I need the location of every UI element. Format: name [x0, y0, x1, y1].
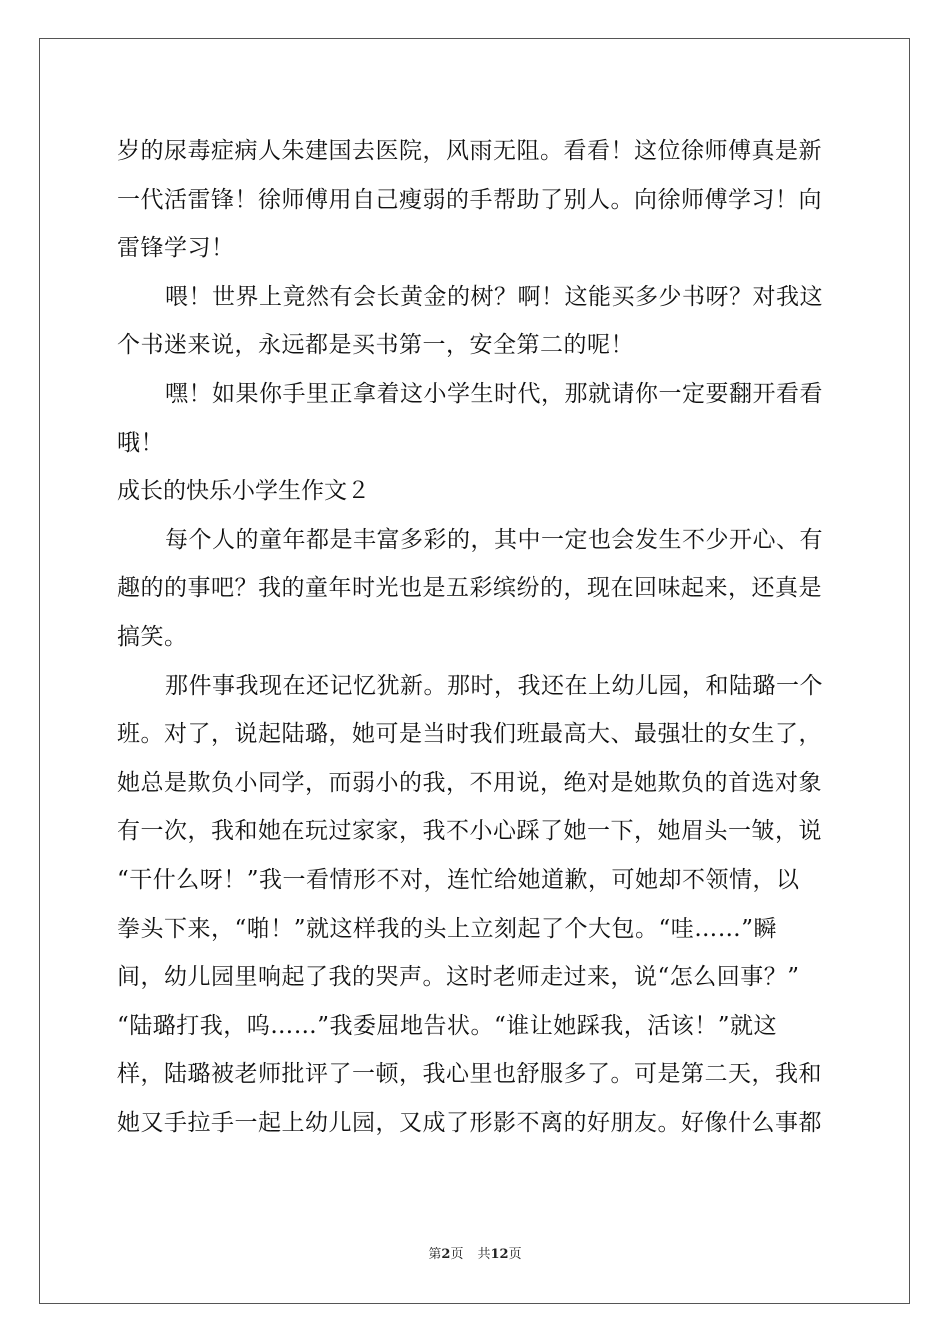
- current-page-number: 2: [441, 1247, 451, 1262]
- text-line: 个书迷来说，永远都是买书第一，安全第二的呢！: [117, 332, 634, 359]
- text-line: 雷锋学习！: [117, 235, 235, 262]
- page-number-unit: 页: [450, 1247, 464, 1262]
- text-line: 她总是欺负小同学，而弱小的我，不用说，绝对是她欺负的首选对象: [117, 769, 822, 796]
- paragraph-first-line: 每个人的童年都是丰富多彩的，其中一定也会发生不少开心、有: [165, 526, 823, 553]
- text-line: 岁的尿毒症病人朱建国去医院，风雨无阻。看看！这位徐师傅真是新: [117, 138, 822, 164]
- text-line: 班。对了，说起陆璐，她可是当时我们班最高大、最强壮的女生了，: [117, 721, 822, 748]
- page-number-prefix: 第: [428, 1247, 442, 1262]
- text-line: 趣的的事吧？我的童年时光也是五彩缤纷的，现在回味起来，还真是: [117, 575, 822, 602]
- paragraph-first-line: 嘿！如果你手里正拿着这小学生时代，那就请你一定要翻开看看: [165, 380, 823, 407]
- paragraph-first-line: 那件事我现在还记忆犹新。那时，我还在上幼儿园，和陆璐一个: [165, 672, 823, 699]
- text-line: 哦！: [117, 429, 164, 456]
- text-line: 间，幼儿园里响起了我的哭声。这时老师走过来，说“怎么回事？”: [117, 964, 800, 991]
- page-footer: [0, 1246, 950, 1264]
- text-line: “干什么呀！”我一看情形不对，连忙给她道歉，可她却不领情，以: [117, 866, 800, 893]
- text-line: 拳头下来，“啪！”就这样我的头上立刻起了个大包。“哇……”瞬: [117, 915, 778, 942]
- total-pages-prefix: 共: [477, 1247, 491, 1262]
- total-page-count: 12: [490, 1247, 509, 1262]
- paragraph-first-line: 喂！世界上竟然有会长黄金的树？啊！这能买多少书呀？对我这: [165, 283, 823, 310]
- text-line: “陆璐打我，呜……”我委屈地告状。“谁让她踩我，活该！”就这: [117, 1012, 778, 1039]
- document-body: [117, 127, 837, 1147]
- text-line: 样，陆璐被老师批评了一顿，我心里也舒服多了。可是第二天，我和: [117, 1061, 822, 1088]
- text-line: 有一次，我和她在玩过家家，我不小心踩了她一下，她眉头一皱，说: [117, 818, 822, 845]
- text-line: 搞笑。: [117, 623, 188, 650]
- text-line: 她又手拉手一起上幼儿园，又成了形影不离的好朋友。好像什么事都: [117, 1109, 822, 1136]
- total-pages-unit: 页: [508, 1247, 522, 1262]
- text-line: 一代活雷锋！徐师傅用自己瘦弱的手帮助了别人。向徐师傅学习！向: [117, 186, 822, 213]
- section-heading: 成长的快乐小学生作文２: [117, 478, 370, 505]
